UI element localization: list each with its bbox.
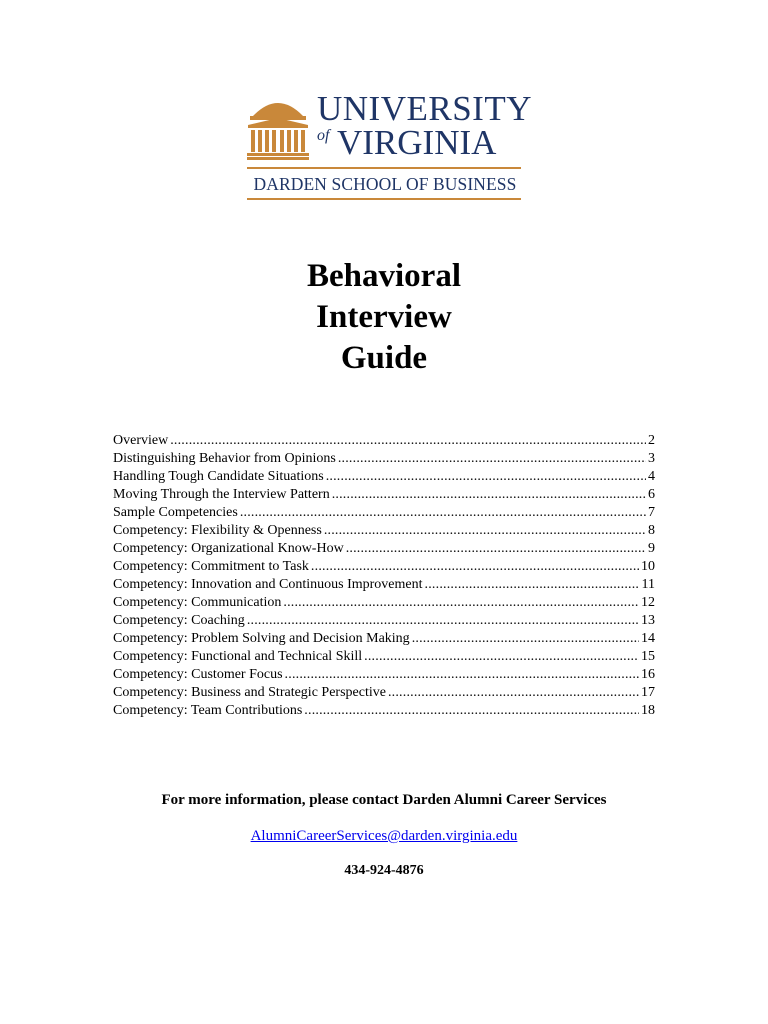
toc-entry[interactable] (113, 594, 655, 612)
toc-entry-label: Sample Competencies (113, 505, 238, 520)
toc-entry-label: Competency: Flexibility & Openness (113, 523, 322, 538)
toc-entry[interactable] (113, 486, 655, 504)
toc-leader-dots (425, 576, 640, 594)
toc-entry-page: 3 (648, 451, 655, 466)
toc-entry-page: 18 (641, 703, 655, 718)
toc-leader-dots (283, 594, 639, 612)
toc-entry[interactable] (113, 504, 655, 522)
toc-entry[interactable] (113, 576, 655, 594)
title-line: Behavioral (307, 258, 461, 294)
toc-entry[interactable] (113, 666, 655, 684)
toc-entry-label: Competency: Team Contributions (113, 703, 303, 718)
toc-entry[interactable] (113, 684, 655, 702)
toc-entry-label: Distinguishing Behavior from Opinions (113, 451, 336, 466)
toc-entry-label: Overview (113, 433, 169, 448)
document-title (0, 256, 768, 379)
toc-entry-page: 17 (641, 685, 655, 700)
toc-leader-dots (332, 486, 646, 504)
toc-entry-label: Competency: Business and Strategic Perspective (113, 685, 386, 700)
table-of-contents (113, 432, 655, 720)
toc-leader-dots (388, 684, 639, 702)
toc-leader-dots (285, 666, 639, 684)
toc-leader-dots (304, 702, 639, 720)
toc-entry-page: 10 (641, 559, 655, 574)
toc-entry-label: Competency: Customer Focus (113, 667, 283, 682)
toc-entry[interactable] (113, 450, 655, 468)
toc-entry-page: 15 (641, 649, 655, 664)
toc-entry-label: Competency: Organizational Know-How (113, 541, 344, 556)
toc-entry[interactable] (113, 432, 655, 450)
contact-email (0, 826, 768, 846)
toc-entry-label: Competency: Innovation and Continuous Improvement (113, 577, 423, 592)
toc-entry-label: Competency: Problem Solving and Decision Making (113, 631, 410, 646)
toc-entry-page: 16 (641, 667, 655, 682)
toc-entry-page: 11 (641, 577, 655, 592)
toc-entry[interactable] (113, 522, 655, 540)
toc-entry[interactable] (113, 630, 655, 648)
toc-entry-label: Competency: Coaching (113, 613, 245, 628)
of-wordmark: of (317, 127, 330, 144)
toc-entry-label: Handling Tough Candidate Situations (113, 469, 324, 484)
toc-leader-dots (311, 558, 639, 576)
title-line: Interview (316, 299, 452, 335)
toc-entry-label: Competency: Functional and Technical Skill (113, 649, 363, 664)
toc-entry-label: Moving Through the Interview Pattern (113, 487, 330, 502)
toc-entry-page: 8 (648, 523, 655, 538)
toc-entry[interactable] (113, 540, 655, 558)
toc-entry-page: 2 (648, 433, 655, 448)
toc-entry-page: 12 (641, 595, 655, 610)
toc-entry[interactable] (113, 648, 655, 666)
toc-entry[interactable] (113, 702, 655, 720)
toc-leader-dots (170, 432, 646, 450)
toc-leader-dots (338, 450, 646, 468)
toc-leader-dots (324, 522, 646, 540)
toc-entry-page: 6 (648, 487, 655, 502)
virginia-wordmark: VIRGINIA (337, 123, 497, 162)
toc-entry-page: 9 (648, 541, 655, 556)
toc-entry[interactable] (113, 558, 655, 576)
toc-entry-label: Competency: Commitment to Task (113, 559, 309, 574)
toc-entry-page: 4 (648, 469, 655, 484)
email-link[interactable]: AlumniCareerServices@darden.virginia.edu (250, 828, 518, 844)
toc-entry-page: 13 (641, 613, 655, 628)
toc-leader-dots (326, 468, 646, 486)
toc-leader-dots (364, 648, 639, 666)
logo-divider (247, 167, 521, 169)
university-logo (247, 89, 532, 202)
contact-heading: For more information, please contact Darden Alumni Career Services (161, 792, 607, 808)
toc-entry-page: 14 (641, 631, 655, 646)
toc-entry-page: 7 (648, 505, 655, 520)
rotunda-icon (247, 92, 309, 160)
university-wordmark: UNIVERSITY (317, 89, 532, 128)
toc-entry[interactable] (113, 468, 655, 486)
toc-entry-label: Competency: Communication (113, 595, 282, 610)
toc-leader-dots (240, 504, 646, 522)
contact-phone: 434-924-4876 (344, 863, 424, 878)
toc-leader-dots (412, 630, 639, 648)
toc-leader-dots (247, 612, 639, 630)
toc-leader-dots (346, 540, 646, 558)
school-name: DARDEN SCHOOL OF BUSINESS (253, 174, 517, 194)
toc-entry[interactable] (113, 612, 655, 630)
logo-divider (247, 198, 521, 200)
title-line: Guide (340, 340, 428, 376)
